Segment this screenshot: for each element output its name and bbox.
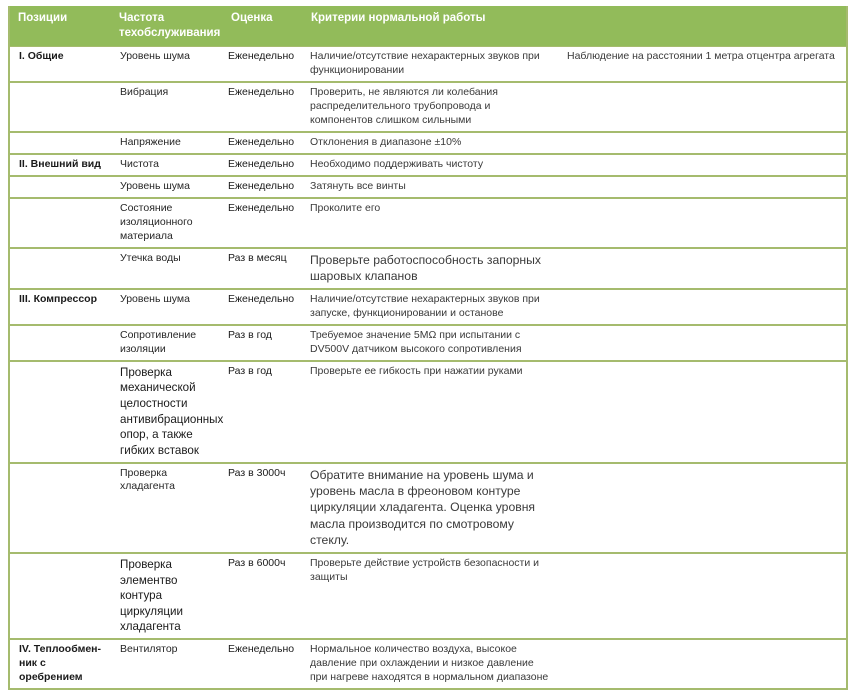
- cell-evaluation: Еженедельно: [223, 289, 303, 325]
- cell-frequency: Проверка элементво контура циркуляции хладагента: [111, 553, 223, 639]
- cell-evaluation: Еженедельно: [223, 82, 303, 132]
- table-row: [9, 132, 847, 154]
- table-row: [9, 47, 847, 82]
- table-row: [9, 639, 847, 689]
- cell-frequency: Вибрация: [111, 82, 223, 132]
- column-header-frequency-line1: Частота: [119, 12, 165, 24]
- cell-evaluation: Еженедельно: [223, 198, 303, 248]
- cell-frequency: Состояние изоляционного материала: [111, 198, 223, 248]
- table-header: [9, 6, 847, 47]
- cell-notes: [556, 132, 847, 154]
- cell-criteria: Необходимо поддерживать чистоту: [303, 154, 556, 176]
- cell-evaluation: Раз в 3000ч: [223, 463, 303, 553]
- table-row: [9, 463, 847, 553]
- cell-evaluation: Еженедельно: [223, 639, 303, 689]
- cell-evaluation: Еженедельно: [223, 154, 303, 176]
- table-row: [9, 325, 847, 361]
- cell-frequency: Вентилятор: [111, 639, 223, 689]
- cell-frequency: Утечка воды: [111, 248, 223, 289]
- cell-position: [9, 463, 111, 553]
- cell-position: [9, 553, 111, 639]
- cell-criteria: Нормальное количество воздуха, высокое давление при охлаждении и низкое давление при нагреве находятся в нормальном диапазоне: [303, 639, 556, 689]
- table-header-row: [9, 6, 847, 47]
- table-row: [9, 248, 847, 289]
- column-header-positions: Позиции: [9, 6, 111, 47]
- cell-evaluation: Еженедельно: [223, 132, 303, 154]
- cell-notes: Наблюдение на расстоянии 1 метра отцентра агрегата: [556, 47, 847, 82]
- cell-frequency: Напряжение: [111, 132, 223, 154]
- column-header-criteria: Критерии нормальной работы: [303, 6, 556, 47]
- cell-notes: [556, 639, 847, 689]
- cell-criteria: Проколите его: [303, 198, 556, 248]
- column-header-frequency-line2: техобслуживания: [119, 26, 221, 39]
- cell-notes: [556, 361, 847, 463]
- cell-criteria: Проверьте ее гибкость при нажатии руками: [303, 361, 556, 463]
- cell-frequency: Чистота: [111, 154, 223, 176]
- maintenance-table: [8, 6, 848, 690]
- table-row: [9, 154, 847, 176]
- cell-notes: [556, 154, 847, 176]
- cell-criteria: Обратите внимание на уровень шума и уровень масла в фреоновом контуре циркуляции хладагента. Оценка уровня масла производится по смотровому стеклу.: [303, 463, 556, 553]
- cell-position: [9, 82, 111, 132]
- cell-evaluation: Раз в год: [223, 361, 303, 463]
- cell-notes: [556, 176, 847, 198]
- cell-position: III. Компрессор: [9, 289, 111, 325]
- table-row: [9, 176, 847, 198]
- cell-criteria: Отклонения в диапазоне ±10%: [303, 132, 556, 154]
- cell-frequency: Сопротивление изоляции: [111, 325, 223, 361]
- cell-notes: [556, 289, 847, 325]
- cell-criteria: Наличие/отсутствие нехарактерных звуков при запуске, функционировании и останове: [303, 289, 556, 325]
- cell-position: [9, 325, 111, 361]
- cell-evaluation: Раз в год: [223, 325, 303, 361]
- table-row: [9, 289, 847, 325]
- cell-criteria: Проверьте работоспособность запорных шаровых клапанов: [303, 248, 556, 289]
- cell-evaluation: Раз в месяц: [223, 248, 303, 289]
- cell-notes: [556, 553, 847, 639]
- cell-criteria: Наличие/отсутствие нехарактерных звуков при функционировании: [303, 47, 556, 82]
- table-row: [9, 82, 847, 132]
- column-header-frequency: [111, 6, 223, 47]
- cell-notes: [556, 82, 847, 132]
- cell-position: [9, 132, 111, 154]
- cell-frequency: Проверка хладагента: [111, 463, 223, 553]
- table-row: [9, 361, 847, 463]
- cell-criteria: Затянуть все винты: [303, 176, 556, 198]
- cell-criteria: Проверьте действие устройств безопасности и защиты: [303, 553, 556, 639]
- cell-frequency: Проверка механической целостности антивибрационных опор, а также гибких вставок: [111, 361, 223, 463]
- cell-position: II. Внешний вид: [9, 154, 111, 176]
- column-header-evaluation: Оценка: [223, 6, 303, 47]
- cell-evaluation: Еженедельно: [223, 176, 303, 198]
- cell-evaluation: Еженедельно: [223, 47, 303, 82]
- cell-position: IV. Теплообмен-ник с оребрением: [9, 639, 111, 689]
- table-row: [9, 198, 847, 248]
- cell-position: [9, 198, 111, 248]
- cell-notes: [556, 248, 847, 289]
- table-row: [9, 553, 847, 639]
- cell-position: [9, 176, 111, 198]
- cell-criteria: Проверить, не являются ли колебания распределительного трубопровода и компонентов слишком сильными: [303, 82, 556, 132]
- cell-position: I. Общие: [9, 47, 111, 82]
- cell-frequency: Уровень шума: [111, 176, 223, 198]
- cell-notes: [556, 198, 847, 248]
- cell-frequency: Уровень шума: [111, 47, 223, 82]
- cell-notes: [556, 463, 847, 553]
- cell-position: [9, 361, 111, 463]
- cell-criteria: Требуемое значение 5MΩ при испытании с DV500V датчиком высокого сопротивления: [303, 325, 556, 361]
- table-body: [9, 47, 847, 689]
- cell-frequency: Уровень шума: [111, 289, 223, 325]
- cell-notes: [556, 325, 847, 361]
- cell-evaluation: Раз в 6000ч: [223, 553, 303, 639]
- cell-position: [9, 248, 111, 289]
- column-header-notes: [556, 6, 847, 47]
